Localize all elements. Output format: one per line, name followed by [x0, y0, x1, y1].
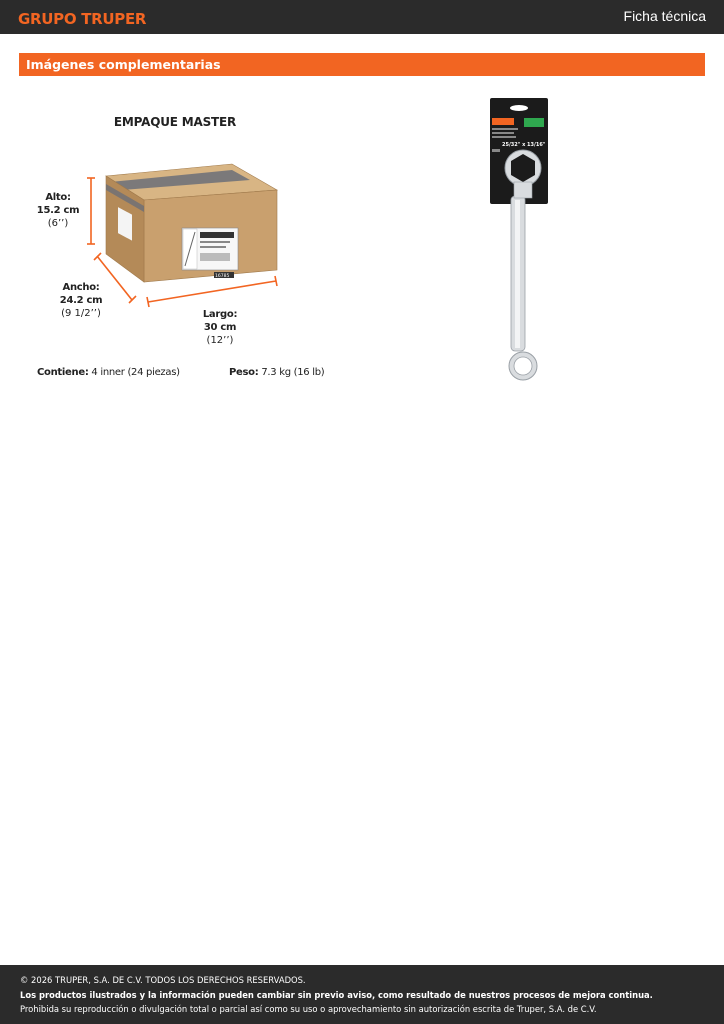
- alto-value: 15.2 cm: [36, 205, 80, 216]
- dimension-largo: [195, 308, 245, 347]
- contents-info: [37, 367, 180, 378]
- weight-label: Peso:: [229, 367, 259, 378]
- largo-inches: (12’’): [206, 335, 234, 346]
- header-title: Ficha técnica: [623, 8, 706, 24]
- alto-inches: (6’’): [47, 218, 69, 229]
- combination-wrench-icon: [486, 96, 552, 386]
- weight-value: 7.3 kg (16 lb): [258, 367, 325, 378]
- alto-label: Alto:: [45, 192, 71, 203]
- section-header: [19, 53, 705, 76]
- largo-value: 30 cm: [203, 322, 237, 333]
- ancho-inches: (9 1/2’’): [61, 308, 101, 319]
- dimension-alto: [36, 191, 80, 230]
- section-title: Imágenes complementarias: [26, 57, 221, 72]
- truper-logo: GRUPO TRUPER: [18, 10, 147, 28]
- page-footer: [0, 965, 724, 1024]
- largo-label: Largo:: [202, 309, 238, 320]
- contents-value: 4 inner (24 piezas): [88, 367, 180, 378]
- weight-info: [229, 367, 324, 378]
- box-label-code: 16785: [215, 274, 230, 279]
- ancho-value: 24.2 cm: [59, 295, 103, 306]
- ancho-label: Ancho:: [62, 282, 100, 293]
- footer-notice: Los productos ilustrados y la información pueden cambiar sin previo aviso, como resultado de nuestros procesos de mejora continua.: [20, 990, 653, 1000]
- page-header: [0, 0, 724, 34]
- footer-legal: Prohibida su reproducción o divulgación total o parcial así como su uso o aprovechamiento sin autorización escrita de Truper, S.A. de C.V.: [20, 1004, 597, 1014]
- contents-label: Contiene:: [37, 367, 89, 378]
- wrench-card-size: 25/32" x 13/16": [502, 142, 546, 148]
- package-title: EMPAQUE MASTER: [113, 115, 237, 129]
- master-box-illustration: [82, 160, 282, 310]
- dimension-ancho: [56, 281, 106, 320]
- footer-copyright: © 2026 TRUPER, S.A. DE C.V. TODOS LOS DERECHOS RESERVADOS.: [20, 975, 306, 985]
